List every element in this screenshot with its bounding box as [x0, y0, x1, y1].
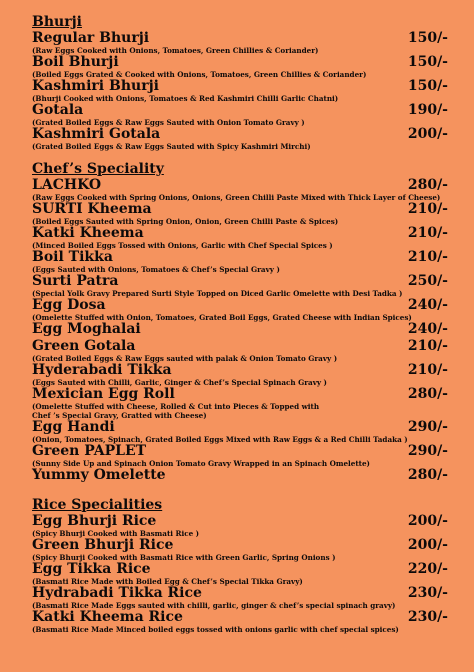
- item-price: 290/-: [407, 443, 448, 459]
- item-name: Mexician Egg Roll: [32, 386, 175, 402]
- item-description: (Spicy Bhurji Cooked with Basmati Rice ): [32, 529, 200, 538]
- menu-item: [32, 250, 448, 274]
- item-price: 190/-: [407, 102, 448, 118]
- menu-item: [32, 610, 448, 634]
- item-name: Katki Kheema Rice: [32, 609, 183, 625]
- item-name: Surti Patra: [32, 273, 119, 289]
- item-price: 290/-: [407, 419, 448, 435]
- item-description: (Bhurji Cooked with Onions, Tomatoes & Red Kashmiri Chilli Garlic Chatni): [32, 94, 339, 103]
- item-price: 210/-: [407, 201, 448, 217]
- item-price: 200/-: [407, 126, 448, 142]
- item-name: Gotala: [32, 102, 84, 118]
- item-description: (Eggs Sauted with Onions, Tomatoes & Chef’s Special Gravy ): [32, 265, 280, 274]
- menu-item: [32, 514, 448, 538]
- menu-item: [32, 387, 448, 420]
- menu-item: [32, 298, 448, 322]
- section-rice-specialities: [32, 497, 448, 634]
- item-name: Green PAPLET: [32, 443, 147, 459]
- item-name: Kashmiri Bhurji: [32, 78, 159, 94]
- menu-item: [32, 274, 448, 298]
- menu-item: [32, 31, 448, 55]
- item-description: (Minced Boiled Eggs Tossed with Onions, Garlic with Chef Special Spices ): [32, 241, 333, 250]
- item-description: (Omelette Stuffed with Onion, Tomatoes, Grated Boil Eggs, Grated Cheese with Indian Spices): [32, 313, 412, 322]
- item-price: 200/-: [407, 513, 448, 529]
- menu-item: [32, 226, 448, 250]
- item-description: (Raw Eggs Cooked with Spring Onions, Onions, Green Chilli Paste Mixed with Thick Layer of Cheese): [32, 193, 441, 202]
- section-title: Chef’s Speciality: [32, 161, 164, 177]
- section-title: Bhurji: [32, 14, 82, 30]
- item-price: 150/-: [407, 78, 448, 94]
- item-name: Regular Bhurji: [32, 30, 150, 46]
- item-price: 240/-: [407, 321, 448, 337]
- item-price: 150/-: [407, 30, 448, 46]
- item-name: LACHKO: [32, 177, 102, 193]
- item-name: Egg Moghalai: [32, 321, 141, 337]
- item-name: Green Bhurji Rice: [32, 537, 174, 553]
- item-description: (Grated Boiled Eggs & Raw Eggs Sauted with Spicy Kashmiri Mirchi): [32, 142, 311, 151]
- menu-item: [32, 79, 448, 103]
- section-chefs-speciality: [32, 161, 448, 485]
- item-price: 250/-: [407, 273, 448, 289]
- menu-item: [32, 127, 448, 151]
- item-description: (Eggs Sauted with Chilli, Garlic, Ginger & Chef’s Special Spinach Gravy ): [32, 378, 327, 387]
- item-price: 280/-: [407, 467, 448, 483]
- item-name: Egg Tikka Rice: [32, 561, 151, 577]
- item-price: 230/-: [407, 585, 448, 601]
- item-description: (Basmati Rice Made Minced boiled eggs tossed with onions garlic with chef special spices): [32, 625, 399, 634]
- item-name: Kashmiri Gotala: [32, 126, 161, 142]
- item-price: 150/-: [407, 54, 448, 70]
- menu-item: [32, 322, 448, 339]
- menu-item: [32, 468, 448, 485]
- item-name: Boil Bhurji: [32, 54, 119, 70]
- item-name: Katki Kheema: [32, 225, 144, 241]
- section-title: Rice Specialities: [32, 497, 163, 513]
- item-price: 210/-: [407, 249, 448, 265]
- menu-item: [32, 202, 448, 226]
- menu-item: [32, 363, 448, 387]
- item-price: 210/-: [407, 338, 448, 354]
- item-description: (Spicy Bhurji Cooked with Basmati Rice with Green Garlic, Spring Onions ): [32, 553, 336, 562]
- item-name: Hydrabadi Tikka Rice: [32, 585, 202, 601]
- item-name: Egg Handi: [32, 419, 115, 435]
- item-name: Hyderabadi Tikka: [32, 362, 172, 378]
- item-price: 200/-: [407, 537, 448, 553]
- menu-item: [32, 103, 448, 127]
- item-price: 230/-: [407, 609, 448, 625]
- item-price: 280/-: [407, 177, 448, 193]
- item-description: (Omelette Stuffed with Cheese, Rolled & Cut into Pieces & Topped with Chef ’s Special Gravy, Gratted with Cheese): [32, 402, 320, 420]
- item-description: (Sunny Side Up and Spinach Onion Tomato Gravy Wrapped in an Spinach Omelette): [32, 459, 370, 468]
- item-name: Egg Bhurji Rice: [32, 513, 157, 529]
- menu-item: [32, 339, 448, 363]
- item-price: 210/-: [407, 225, 448, 241]
- item-description: (Boiled Eggs Grated & Cooked with Onions, Tomatoes, Green Chillies & Coriander): [32, 70, 367, 79]
- menu-item: [32, 538, 448, 562]
- item-description: (Grated Boiled Eggs & Raw Eggs sauted with palak & Onion Tomato Gravy ): [32, 354, 338, 363]
- item-name: Green Gotala: [32, 338, 136, 354]
- item-description: (Onion, Tomatoes, Spinach, Grated Boiled Eggs Mixed with Raw Eggs & a Red Chilli Tadaka ): [32, 435, 408, 444]
- item-description: (Boiled Eggs Sauted with Spring Onion, Onion, Green Chilli Paste & Spices): [32, 217, 339, 226]
- item-price: 220/-: [407, 561, 448, 577]
- item-description: (Grated Boiled Eggs & Raw Eggs Sauted with Onion Tomato Gravy ): [32, 118, 305, 127]
- item-name: Boil Tikka: [32, 249, 113, 265]
- menu-item: [32, 178, 448, 202]
- item-price: 240/-: [407, 297, 448, 313]
- section-bhurji: [32, 14, 448, 151]
- menu-item: [32, 586, 448, 610]
- item-description: (Basmati Rice Made with Boiled Egg & Chef’s Special Tikka Gravy): [32, 577, 303, 586]
- item-description: (Raw Eggs Cooked with Onions, Tomatoes, Green Chillies & Coriander): [32, 46, 319, 55]
- item-name: Egg Dosa: [32, 297, 106, 313]
- menu-item: [32, 444, 448, 468]
- item-name: Yummy Omelette: [32, 467, 166, 483]
- item-description: (Special Yolk Gravy Prepared Surti Style Topped on Diced Garlic Omelette with Desi Tadka ): [32, 289, 403, 298]
- menu-item: [32, 562, 448, 586]
- menu-item: [32, 55, 448, 79]
- item-name: SURTI Kheema: [32, 201, 152, 217]
- item-price: 210/-: [407, 362, 448, 378]
- menu-item: [32, 420, 448, 444]
- item-description: (Basmati Rice Made Eggs sauted with chilli, garlic, ginger & chef’s special spinach gravy): [32, 601, 396, 610]
- item-price: 280/-: [407, 386, 448, 402]
